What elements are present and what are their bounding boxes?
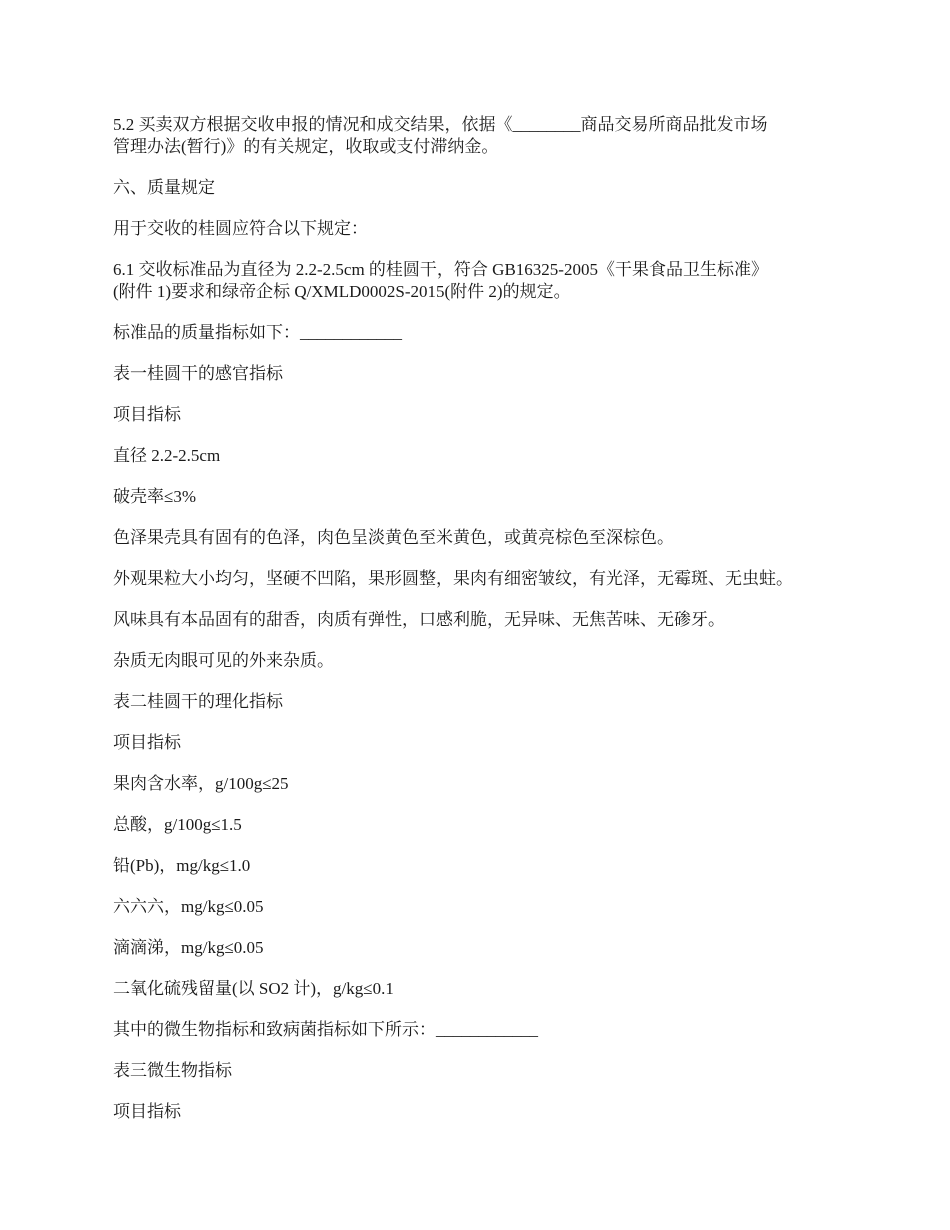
table-header-physicochemical: 项目指标	[113, 733, 181, 752]
physicochemical-ddt: 滴滴涕，mg/kg≤0.05	[113, 938, 264, 957]
paragraph-quality-index: 标准品的质量指标如下：____________	[113, 323, 402, 342]
physicochemical-so2: 二氧化硫残留量(以 SO2 计)，g/kg≤0.1	[113, 979, 394, 998]
sensory-impurity: 杂质无肉眼可见的外来杂质。	[113, 651, 334, 670]
paragraph-late-fee: 5.2 买卖双方根据交收申报的情况和成交结果，依据《________商品交易所商品批发市场 管理办法(暂行)》的有关规定，收取或支付滞纳金。	[113, 115, 768, 156]
document-page	[113, 114, 873, 1142]
physicochemical-acid: 总酸，g/100g≤1.5	[113, 815, 242, 834]
section-heading-quality: 六、质量规定	[113, 178, 215, 197]
table-title-physicochemical: 表二桂圆干的理化指标	[113, 692, 283, 711]
paragraph-intro: 用于交收的桂圆应符合以下规定：	[113, 219, 368, 238]
physicochemical-moisture: 果肉含水率，g/100g≤25	[113, 774, 289, 793]
physicochemical-lead: 铅(Pb)，mg/kg≤1.0	[113, 856, 251, 875]
sensory-color: 色泽果壳具有固有的色泽，肉色呈淡黄色至米黄色，或黄亮棕色至深棕色。	[113, 528, 674, 547]
physicochemical-bhc: 六六六，mg/kg≤0.05	[113, 897, 264, 916]
sensory-flavor: 风味具有本品固有的甜香，肉质有弹性，口感利脆，无异味、无焦苦味、无碜牙。	[113, 610, 725, 629]
paragraph-standard-product: 6.1 交收标准品为直径为 2.2-2.5cm 的桂圆干，符合 GB16325-2005《干果食品卫生标准》 (附件 1)要求和绿帝企标 Q/XMLD0002S-2015(附件 2)的规定。	[113, 260, 768, 301]
paragraph-micro-intro: 其中的微生物指标和致病菌指标如下所示：____________	[113, 1020, 538, 1039]
table-header-microbial: 项目指标	[113, 1102, 181, 1121]
table-header-sensory: 项目指标	[113, 405, 181, 424]
sensory-broken-shell: 破壳率≤3%	[113, 487, 196, 506]
sensory-appearance: 外观果粒大小均匀，坚硬不凹陷，果形圆整，果肉有细密皱纹，有光泽，无霉斑、无虫蛀。	[113, 569, 793, 588]
table-title-microbial: 表三微生物指标	[113, 1061, 232, 1080]
table-title-sensory: 表一桂圆干的感官指标	[113, 364, 283, 383]
sensory-diameter: 直径 2.2-2.5cm	[113, 446, 221, 465]
